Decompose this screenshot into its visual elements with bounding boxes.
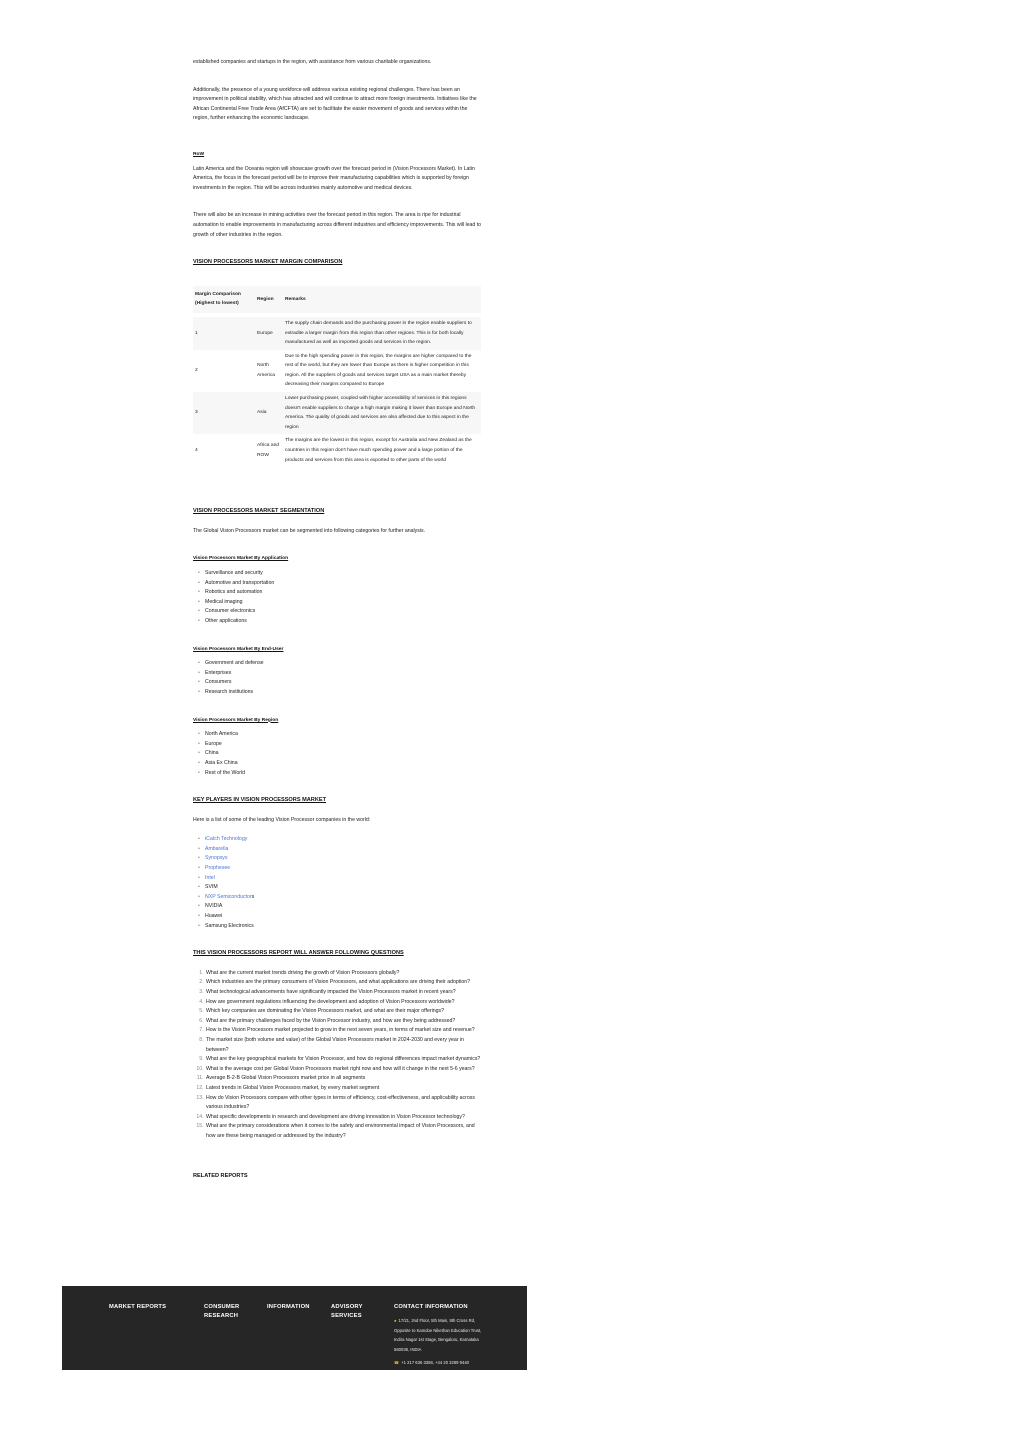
- margin-comparison-table: [193, 286, 481, 468]
- intro-paragraph-2: Additionally, the presence of a young workforce will address various existing regional challenges. There has been an improvement in political stability, which has attracted and will continue to attract more foreign investments. Initiatives like the African Continental Free Trade Area (AfCFTA) are set to facilitate the easier movement of goods and services within the region, further enhancing the economic landscape.: [193, 86, 477, 122]
- list-item: [205, 874, 483, 884]
- table-cell-remarks: Lower purchasing power, coupled with higher accessibility of services in this regions doesn't enable suppliers to charge a high margin making it lower than Europe and North America. The quality of goods and services are also affected due to this aspect in the region: [285, 396, 476, 430]
- related-reports-heading: RELATED REPORTS: [193, 1172, 248, 1179]
- table-cell-remarks: Due to the high spending power in this region, the margins are higher compared to the rest of the world, but they are lower than Europe as there is higher competition in this region. All the suppliers of goods and services target USA as a main market thereby decreasing their margins compared to Europe: [285, 353, 472, 388]
- table-cell-remarks: The margins are the lowest in this region, except for Australia and New Zealand as the countries in this region don't have much spending power and a large portion of the products and services from this area is exported to other parts of the world: [285, 438, 472, 463]
- list-item: • Robotics and automation: [205, 588, 483, 598]
- footer-information[interactable]: INFORMATION: [267, 1304, 310, 1310]
- table-cell-remarks: The supply chain demands and the purchasing power in the region enable suppliers to extradite a larger margin from this region than other regions. This is for both locally manufactured as well as imported goods and services in the region.: [285, 320, 472, 346]
- list-item: • Automotive and transportation: [205, 579, 483, 589]
- question-item: 12. Latest trends in Global Vision Processors market, by every market segment: [205, 1084, 483, 1094]
- question-item: 10. What is the average cost per Global Vision Processors market right now and how will it change in the next 5-6 years?: [205, 1065, 483, 1075]
- site-footer: [62, 1286, 527, 1370]
- list-item: • SVIM: [205, 883, 483, 893]
- table-row: [193, 392, 481, 434]
- questions-heading-part1: THIS VISION PROCESSORS: [193, 950, 268, 957]
- question-item: 3. What technological advancements have significantly impacted the Vision Processors market in recent years?: [205, 988, 483, 998]
- table-row: [193, 434, 481, 467]
- list-item: [205, 835, 483, 845]
- questions-heading: [193, 949, 483, 959]
- footer-consumer-research[interactable]: [204, 1303, 239, 1321]
- column-header-region: Region: [257, 296, 274, 302]
- player-link-icatch[interactable]: iCatch Technology: [205, 836, 248, 843]
- list-item: • Research institutions: [205, 688, 483, 698]
- question-item: 1. What are the current market trends driving the growth of Vision Processors globally?: [205, 969, 483, 979]
- footer-advisory-services-line1: ADVISORY: [331, 1304, 363, 1310]
- segmentation-heading: VISION PROCESSORS MARKET SEGMENTATION: [193, 508, 325, 515]
- list-item: • Huawei: [205, 912, 483, 922]
- row-paragraph-2: There will also be an increase in mining activities over the forecast period in this region. The area is ripe for industrial automation to enable improvements in manufacturing across different industries and efficiency improvements. This will lead to growth of other industries in the region.: [193, 212, 482, 238]
- key-players-intro: Here is a list of some of the leading Vision Processor companies in the world:: [193, 816, 371, 823]
- question-item: 2. Which industries are the primary consumers of Vision Processors, and what applications are driving their adoption?: [205, 978, 483, 988]
- questions-list: [193, 969, 483, 1142]
- phone-icon: ☎: [394, 1360, 400, 1365]
- player-link-nxp[interactable]: NXP Semiconductor: [205, 893, 252, 900]
- table-cell-rank: 4: [195, 448, 198, 454]
- question-item: 11. Average B-2-B Global Vision Processors market price in all segments: [205, 1074, 483, 1084]
- list-item: [205, 893, 483, 903]
- list-item: • Enterprises: [205, 669, 483, 679]
- column-header-margin: Margin Comparison (Highest to lowest): [195, 291, 241, 307]
- list-item: • Rest of the World: [205, 769, 483, 779]
- by-region-heading: Vision Processors Market By Region: [193, 717, 279, 723]
- list-item: [205, 864, 483, 874]
- table-row: [193, 317, 481, 350]
- player-link-synopsys[interactable]: Synopsys: [205, 855, 228, 862]
- question-item: 14. What specific developments in research and development are driving innovation in Vision Processor technology?: [205, 1113, 483, 1123]
- footer-phone-text: +1 217 636 3356, +44 20 3289 9440: [401, 1360, 469, 1365]
- list-item: • Europe: [205, 740, 483, 750]
- table-cell-region: Africa and ROW: [257, 443, 280, 458]
- footer-phone[interactable]: [394, 1360, 469, 1365]
- footer-address-text: 17/21, 2nd Floor, 5th Main, 9th Cross Rd, Opposite to Kamdoe Nikethan Education Trust, Indira Nagar 1st Stage, Bengaluru, Karnataka 560038, INDIA: [394, 1318, 482, 1352]
- table-row: [193, 350, 481, 392]
- table-cell-rank: 1: [195, 330, 198, 336]
- question-item: 6. What are the primary challenges faced by the Vision Processor industry, and how are they being addressed?: [205, 1017, 483, 1027]
- question-item: 8. The market size (both volume and value) of the Global Vision Processors market in 2024-2030 and every year in between?: [205, 1036, 483, 1055]
- list-item: • China: [205, 749, 483, 759]
- table-cell-rank: 2: [195, 368, 198, 374]
- question-item: 15. What are the primary considerations when it comes to the safety and environmental impact of Vision Processors, and how are these being managed or addressed by the industry?: [205, 1122, 483, 1141]
- list-item: • Medical imaging: [205, 598, 483, 608]
- player-link-ambarella[interactable]: Ambarella: [205, 845, 229, 852]
- key-players-heading: KEY PLAYERS IN VISION PROCESSORS MARKET: [193, 797, 327, 804]
- list-item: • Other applications: [205, 617, 483, 627]
- intro-paragraph-1: established companies and startups in the region, with assistance from various charitable organizations.: [193, 59, 432, 65]
- footer-market-reports[interactable]: MARKET REPORTS: [109, 1304, 167, 1310]
- list-item: • Government and defense: [205, 659, 483, 669]
- row-heading: RoW: [193, 151, 205, 157]
- player-name-suffix: s: [251, 893, 255, 900]
- article-body: [193, 58, 483, 1191]
- location-pin-icon: ●: [394, 1318, 397, 1323]
- list-item: • North America: [205, 730, 483, 740]
- key-players-list: [193, 835, 483, 931]
- list-item: • NVIDIA: [205, 902, 483, 912]
- margin-comparison-heading: VISION PROCESSORS MARKET MARGIN COMPARISON: [193, 259, 343, 266]
- list-item: • Surveillance and security: [205, 569, 483, 579]
- by-end-user-heading: Vision Processors Market By End-User: [193, 646, 284, 652]
- footer-advisory-services-line2: SERVICES: [331, 1313, 362, 1319]
- list-item: • Asia Ex China: [205, 759, 483, 769]
- footer-address: [394, 1316, 484, 1354]
- table-header-row: [193, 286, 481, 313]
- player-link-intel[interactable]: Intel: [205, 874, 215, 881]
- question-item: 13. How do Vision Processors compare with other types in terms of efficiency, cost-effectiveness, and applicability across various industries?: [205, 1094, 483, 1113]
- footer-consumer-research-line2: RESEARCH: [204, 1313, 239, 1319]
- region-list: [193, 730, 483, 778]
- footer-consumer-research-line1: CONSUMER: [204, 1304, 240, 1310]
- row-paragraph-1: Latin America and the Oceania region will showcase growth over the forecast period in (Vision Processors Market). In Latin America, the focus in the forecast period will be to improve their manufacturing capabilities which is supported by foreign investments in the region. This will be across industries mainly automotive and medical devices.: [193, 165, 475, 191]
- question-item: 4. How are government regulations influencing the development and adoption of Vision Processors worldwide?: [205, 998, 483, 1008]
- by-application-heading: Vision Processors Market By Application: [193, 556, 289, 562]
- footer-advisory-services[interactable]: [331, 1303, 363, 1321]
- list-item: • Samsung Electronics: [205, 922, 483, 932]
- table-cell-region: North America: [257, 363, 275, 378]
- end-user-list: [193, 659, 483, 697]
- application-list: [193, 569, 483, 627]
- player-link-prophesee[interactable]: Prophesee: [205, 865, 231, 872]
- question-item: 7. How is the Vision Processors market projected to grow in the next seven years, in terms of market size and revenue?: [205, 1026, 483, 1036]
- questions-heading-part2: REPORT WILL ANSWER FOLLOWING QUESTIONS: [267, 950, 404, 957]
- segmentation-intro: The Global Vision Processors market can be segmented into following categories for further analysis.: [193, 527, 426, 534]
- table-cell-rank: 3: [195, 410, 198, 416]
- list-item: • Consumers: [205, 678, 483, 688]
- list-item: • Consumer electronics: [205, 607, 483, 617]
- question-item: 5. Which key companies are dominating the Vision Processors market, and what are their major offerings?: [205, 1007, 483, 1017]
- list-item: [205, 845, 483, 855]
- table-cell-region: Asia: [257, 410, 267, 416]
- list-item: [205, 854, 483, 864]
- question-item: 9. What are the key geographical markets for Vision Processor, and how do regional differences impact market dynamics?: [205, 1055, 483, 1065]
- table-cell-region: Europe: [257, 330, 273, 336]
- footer-contact-heading: CONTACT INFORMATION: [394, 1304, 468, 1310]
- column-header-remarks: Remarks: [285, 296, 306, 302]
